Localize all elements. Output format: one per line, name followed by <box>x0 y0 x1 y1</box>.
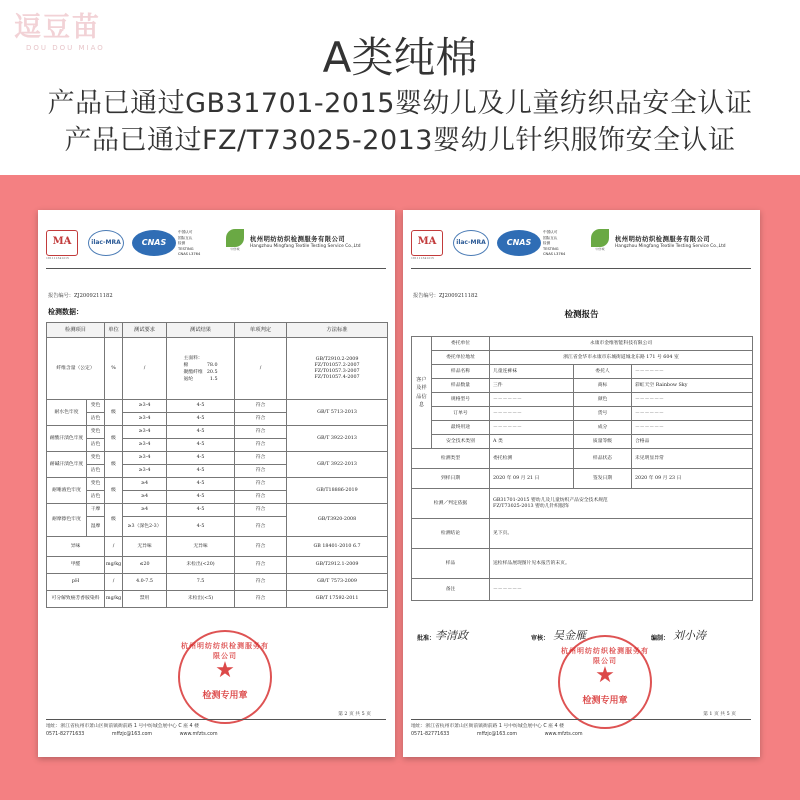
cma-number: 181111341215 <box>411 256 434 260</box>
table-row: 纤维含量（公定） % / 主面料： 棉 78.0 聚酯纤维 20.5 氨纶 1.5 / GB/T2910.2-2009 FZ/T01057.2-2007 FZ/T01057.3-2007 FZ/T01057.4-2007 <box>47 338 388 400</box>
header-divider <box>46 268 386 269</box>
table-row: 到样日期 2020 年 09 月 21 日 签发日期 2020 年 09 月 23 日 <box>412 469 753 489</box>
table-row: 订单号 －－－－－－ 货号 －－－－－－ <box>412 407 753 421</box>
table-header-row: 检测项目 单位 测试要求 测试结果 单项判定 方法标准 <box>47 323 388 338</box>
table-row: 沾色 ≥3-4 4-5 符合 <box>47 465 388 478</box>
table-row: 客户及样品信息 委托单位 永康市金维智能科技有限公司 <box>412 337 753 351</box>
mingfang-leaf-icon: 中纺城 <box>224 229 246 255</box>
table-row: pH / 4.0-7.5 7.5 符合 GB/T 7573-2009 <box>47 574 388 591</box>
client-sample-info-label: 客户及样品信息 <box>412 337 432 449</box>
cma-number: 181111341215 <box>46 256 69 260</box>
company-name-en: Hangzhou Mingfang Textile Testing Service Co.,Ltd <box>250 244 361 249</box>
test-report-page <box>403 210 760 757</box>
editor-signature: 刘小涛 <box>673 629 706 642</box>
cnas-logo: CNAS <box>132 230 176 256</box>
cma-logo: MA <box>46 230 78 256</box>
logo-text: 逗豆苗 <box>14 12 101 43</box>
cma-logo: MA <box>411 230 443 256</box>
report-number: 报告编号：ZJ2009211182 <box>48 293 113 299</box>
cnas-caption: 中国认可 国际互认 检测 TESTING CNAS L3764 <box>178 230 201 256</box>
table-row: 耐摩擦色牢度 干摩 级 ≥4 4-5 符合 GB/T3920-2008 <box>47 504 388 517</box>
hero-cert-line-1: 产品已通过GB31701-2015婴幼儿及儿童纺织品安全认证 <box>47 88 753 119</box>
company-name: 杭州明纺纺织检测服务有限公司 <box>615 236 711 243</box>
inspection-seal: 杭州明纺纺织检测服务有限公司 ★ 检测专用章 <box>178 630 272 724</box>
table-row: 耐碱汗渍色牢度 变色 级 ≥3-4 4-5 符合 GB/T 3922-2013 <box>47 452 388 465</box>
table-row: 可分解致癌芳香胺染料 mg/kg 禁用 未检出(<5) 符合 GB/T 17592-2011 <box>47 591 388 608</box>
approver-signature: 李清政 <box>435 629 468 642</box>
report-title: 检测报告 <box>564 310 599 320</box>
table-row: 样品 送检样品展现图片见本报告的末页。 <box>412 549 753 579</box>
table-row: 沾色 ≥4 4-5 符合 <box>47 491 388 504</box>
reviewer-label: 审核： <box>531 635 550 642</box>
page-footer: 地址：浙江省杭州市萧山区衙前镇衙前路 1 号中纺城会展中心 C 座 4 楼 0571-82771633 mffzjc@163.com www.mfzts.com <box>46 719 386 739</box>
cnas-caption: 中国认可 国际互认 检测 TESTING CNAS L3764 <box>543 230 566 256</box>
approver-label: 批准： <box>417 635 436 642</box>
report-info-table <box>411 336 753 601</box>
table-row: 规格型号 －－－－－－ 颜色 －－－－－－ <box>412 393 753 407</box>
company-name: 杭州明纺纺织检测服务有限公司 <box>250 236 346 243</box>
company-name-en: Hangzhou Mingfang Textile Testing Service Co.,Ltd <box>615 244 726 249</box>
test-data-page <box>38 210 395 757</box>
table-row: 甲醛 mg/kg ≤20 未检出(<20) 符合 GB/T2912.1-2009 <box>47 557 388 574</box>
cnas-logo: CNAS <box>497 230 541 256</box>
star-icon: ★ <box>215 658 235 683</box>
table-row: 最终用途 －－－－－－ 成分 －－－－－－ <box>412 421 753 435</box>
table-row: 检测类型 委托检测 样品状态 未见明显异常 <box>412 449 753 469</box>
table-row: 耐水色牢度 变色 级 ≥3-4 4-5 符合 GB/T 5713-2013 <box>47 400 388 413</box>
mingfang-leaf-icon: 中纺城 <box>589 229 611 255</box>
ilac-mra-logo: ilac-MRA <box>88 230 124 256</box>
logo-subtext: DOU DOU MIAO <box>26 44 105 52</box>
table-row: 样品数量 三件 商标 彩虹天空 Rainbow Sky <box>412 379 753 393</box>
table-row: 耐酸汗渍色牢度 变色 级 ≥3-4 4-5 符合 GB/T 3922-2013 <box>47 426 388 439</box>
hero-title: A类纯棉 <box>322 33 478 82</box>
ilac-mra-logo: ilac-MRA <box>453 230 489 256</box>
reviewer-signature: 吴金雁 <box>553 629 586 642</box>
inspection-seal: 杭州明纺纺织检测服务有限公司 ★ 检测专用章 <box>558 635 652 729</box>
table-row: 检测／判定依据 GB31701-2015 婴幼儿及儿童纺织产品安全技术规范 FZ/T73025-2013 婴幼儿针织服饰 <box>412 489 753 519</box>
table-row: 沾色 ≥3-4 4-5 符合 <box>47 439 388 452</box>
table-row: 耐唾液色牢度 变色 级 ≥4 4-5 符合 GB/T18886-2019 <box>47 478 388 491</box>
table-row: 沾色 ≥3-4 4-5 符合 <box>47 413 388 426</box>
section-title: 检测数据： <box>48 307 83 316</box>
table-row: 检测结论 见下页。 <box>412 519 753 549</box>
report-header <box>46 226 386 262</box>
table-row: 异味 / 无异味 无异味 符合 GB 18401-2010 6.7 <box>47 537 388 557</box>
table-row: 湿摩 ≥3（深色2-3） 4-5 符合 <box>47 517 388 537</box>
table-row: 委托单位地址 浙江省金华市永康市东城街道城北东路 171 号 604 室 <box>412 351 753 365</box>
report-number: 报告编号：ZJ2009211182 <box>413 293 478 299</box>
header-divider <box>411 268 751 269</box>
fiber-composition: 主面料： 棉 78.0 聚酯纤维 20.5 氨纶 1.5 <box>183 355 218 382</box>
page-footer: 地址：浙江省杭州市萧山区衙前镇衙前路 1 号中纺城会展中心 C 座 4 楼 0571-82771633 mffzjc@163.com www.mfzts.com <box>411 719 751 739</box>
hero-cert-line-2: 产品已通过FZ/T73025-2013婴幼儿针织服饰安全认证 <box>64 125 736 156</box>
test-data-table <box>46 322 388 608</box>
page-number: 第 1 页 共 5 页 <box>703 712 736 717</box>
table-row: 备注 －－－－－－ <box>412 579 753 601</box>
editor-label: 编制： <box>651 635 670 642</box>
report-header <box>411 226 751 262</box>
star-icon: ★ <box>595 663 615 688</box>
table-row: 安全技术类别 A 类 质量等级 合格品 <box>412 435 753 449</box>
table-row: 样品名称 儿童连裤袜 委托人 －－－－－－ <box>412 365 753 379</box>
page-number: 第 2 页 共 5 页 <box>338 712 371 717</box>
